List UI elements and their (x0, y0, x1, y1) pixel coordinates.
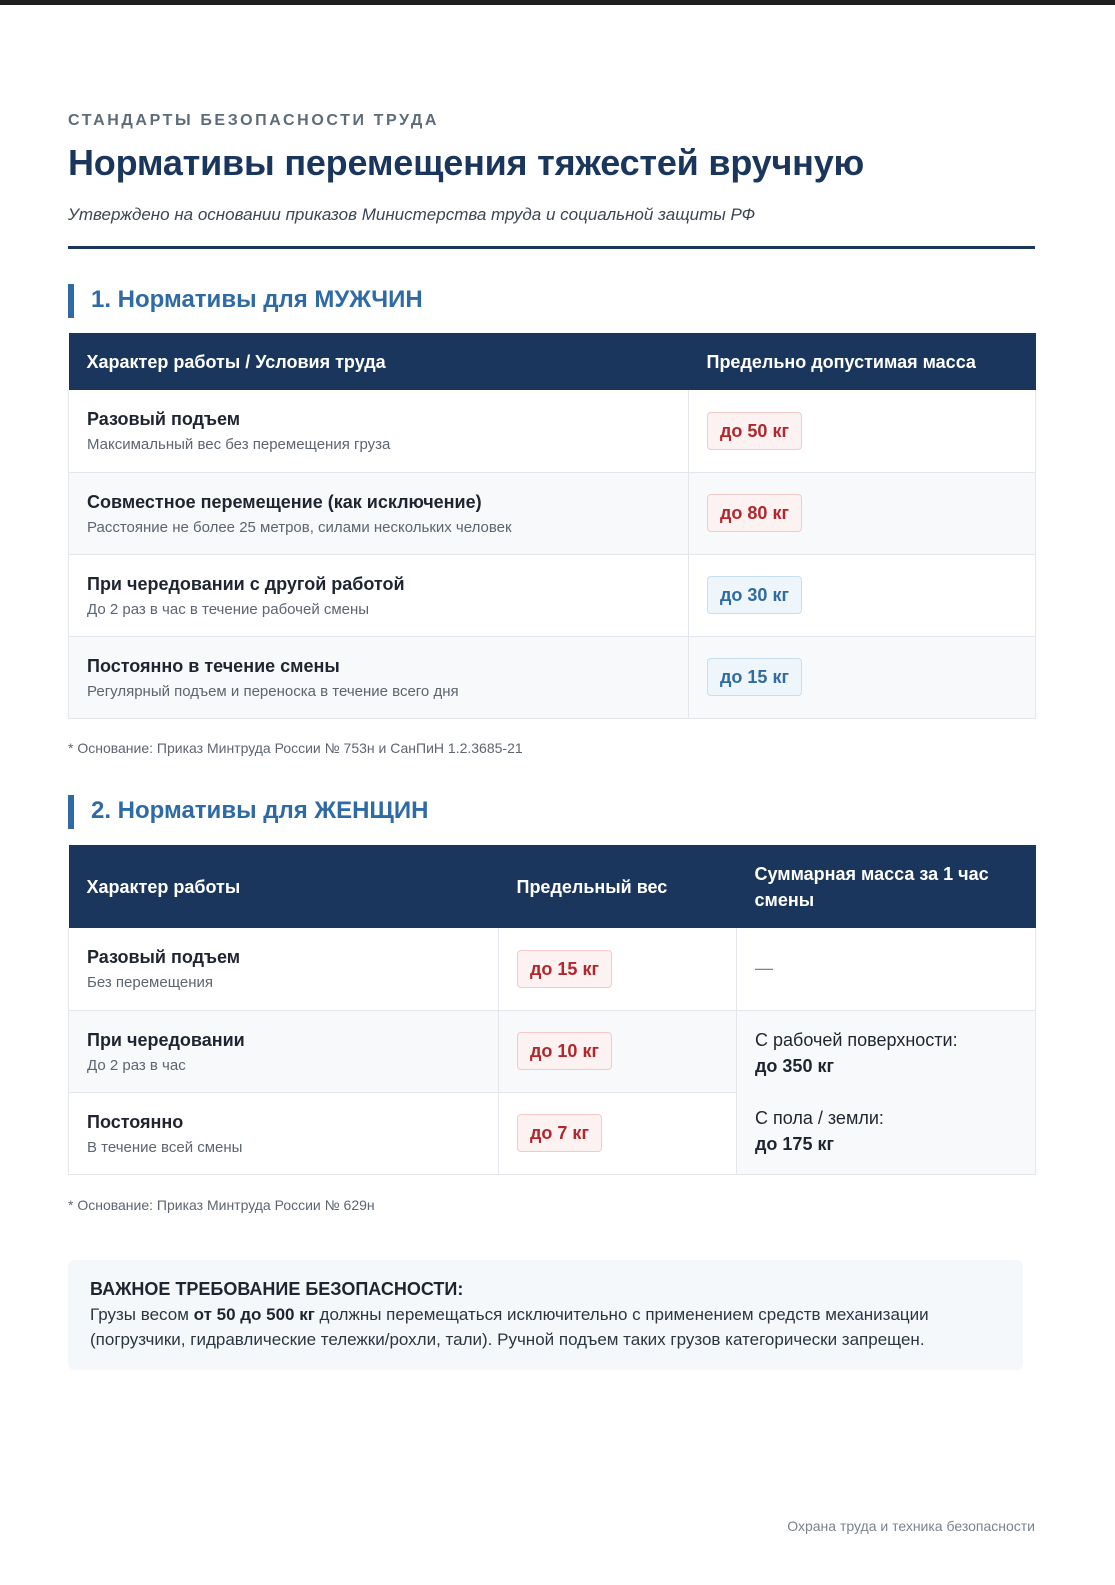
mass-cell (689, 390, 1036, 472)
warning-text (90, 1302, 1001, 1352)
warning-text-start: Грузы весом (90, 1305, 194, 1324)
empty-dash: — (755, 958, 773, 979)
work-cell (69, 472, 689, 554)
row-description: Без перемещения (87, 974, 214, 992)
sum-floor-value: до 175 кг (755, 1134, 834, 1154)
work-cell (69, 1092, 499, 1174)
row-description: В течение всей смены (87, 1138, 243, 1156)
table-header-row (69, 845, 1036, 928)
column-header-work: Характер работы (69, 845, 499, 928)
row-title: Разовый подъем (87, 947, 241, 968)
row-description: До 2 раз в час в течение рабочей смены (87, 600, 370, 618)
mass-cell (689, 472, 1036, 554)
page-title: Нормативы перемещения тяжестей вручную (68, 142, 865, 183)
sum-surface-label: С рабочей поверхности: (755, 1030, 958, 1050)
table-row (69, 472, 1036, 554)
sum-floor-label: С пола / земли: (755, 1108, 884, 1128)
weight-badge: до 7 кг (517, 1114, 602, 1152)
limit-cell (499, 1092, 737, 1174)
warning-weight-range: от 50 до 500 кг (193, 1305, 315, 1324)
work-cell (69, 554, 689, 636)
men-norms-table (68, 333, 1036, 719)
women-norms-table (68, 845, 1036, 1175)
row-title: Постоянно (87, 1111, 184, 1132)
limit-cell (499, 1010, 737, 1092)
column-header-work: Характер работы / Условия труда (69, 333, 689, 390)
mass-cell (689, 554, 1036, 636)
sum-surface-value: до 350 кг (755, 1056, 834, 1076)
weight-badge: до 10 кг (517, 1032, 612, 1070)
row-description: Регулярный подъем и переноска в течение всего дня (87, 682, 459, 700)
safety-warning-box (68, 1260, 1023, 1370)
section-title-men: 1. Нормативы для МУЖЧИН (68, 284, 423, 318)
weight-badge: до 15 кг (707, 658, 802, 696)
warning-text-end: должны перемещаться исключительно с применением средств механизации (погрузчики, гидравлические тележки/рохли, тали). Ручной подъем таких грузов категорически запрещен. (90, 1305, 929, 1349)
page-footer: Охрана труда и техника безопасности (787, 1518, 1035, 1534)
title-divider (68, 246, 1035, 249)
women-source-note: * Основание: Приказ Минтруда России № 629н (68, 1197, 375, 1213)
row-title: Постоянно в течение смены (87, 655, 340, 676)
table-row (69, 390, 1036, 472)
work-cell (69, 1010, 499, 1092)
column-header-mass: Предельно допустимая масса (689, 333, 1036, 390)
weight-badge: до 50 кг (707, 412, 802, 450)
weight-badge: до 30 кг (707, 576, 802, 614)
column-header-limit: Предельный вес (499, 845, 737, 928)
mass-cell (689, 636, 1036, 718)
row-description: Расстояние не более 25 метров, силами нескольких человек (87, 518, 512, 536)
work-cell (69, 636, 689, 718)
work-cell (69, 390, 689, 472)
table-header-row (69, 333, 1036, 390)
weight-badge: до 15 кг (517, 950, 612, 988)
work-cell (69, 928, 499, 1010)
table-row (69, 1010, 1036, 1092)
row-title: При чередовании с другой работой (87, 573, 405, 594)
section-title-women: 2. Нормативы для ЖЕНЩИН (68, 795, 428, 829)
row-description: Максимальный вес без перемещения груза (87, 436, 391, 454)
hourly-sum-cell (737, 928, 1036, 1010)
eyebrow-label: СТАНДАРТЫ БЕЗОПАСНОСТИ ТРУДА (68, 112, 439, 129)
warning-title: ВАЖНОЕ ТРЕБОВАНИЕ БЕЗОПАСНОСТИ: (90, 1279, 464, 1299)
weight-badge: до 80 кг (707, 494, 802, 532)
top-border (0, 0, 1115, 5)
men-source-note: * Основание: Приказ Минтруда России № 753н и СанПиН 1.2.3685-21 (68, 740, 523, 756)
table-row (69, 636, 1036, 718)
table-row (69, 554, 1036, 636)
table-row (69, 928, 1036, 1010)
page-subtitle: Утверждено на основании приказов Министерства труда и социальной защиты РФ (68, 205, 756, 224)
row-title: Разовый подъем (87, 409, 241, 430)
row-title: Совместное перемещение (как исключение) (87, 491, 482, 512)
column-header-hourly-sum: Суммарная масса за 1 час смены (737, 845, 1036, 928)
hourly-sum-cell (737, 1010, 1036, 1174)
row-title: При чередовании (87, 1029, 245, 1050)
row-description: До 2 раз в час (87, 1056, 186, 1074)
limit-cell (499, 928, 737, 1010)
